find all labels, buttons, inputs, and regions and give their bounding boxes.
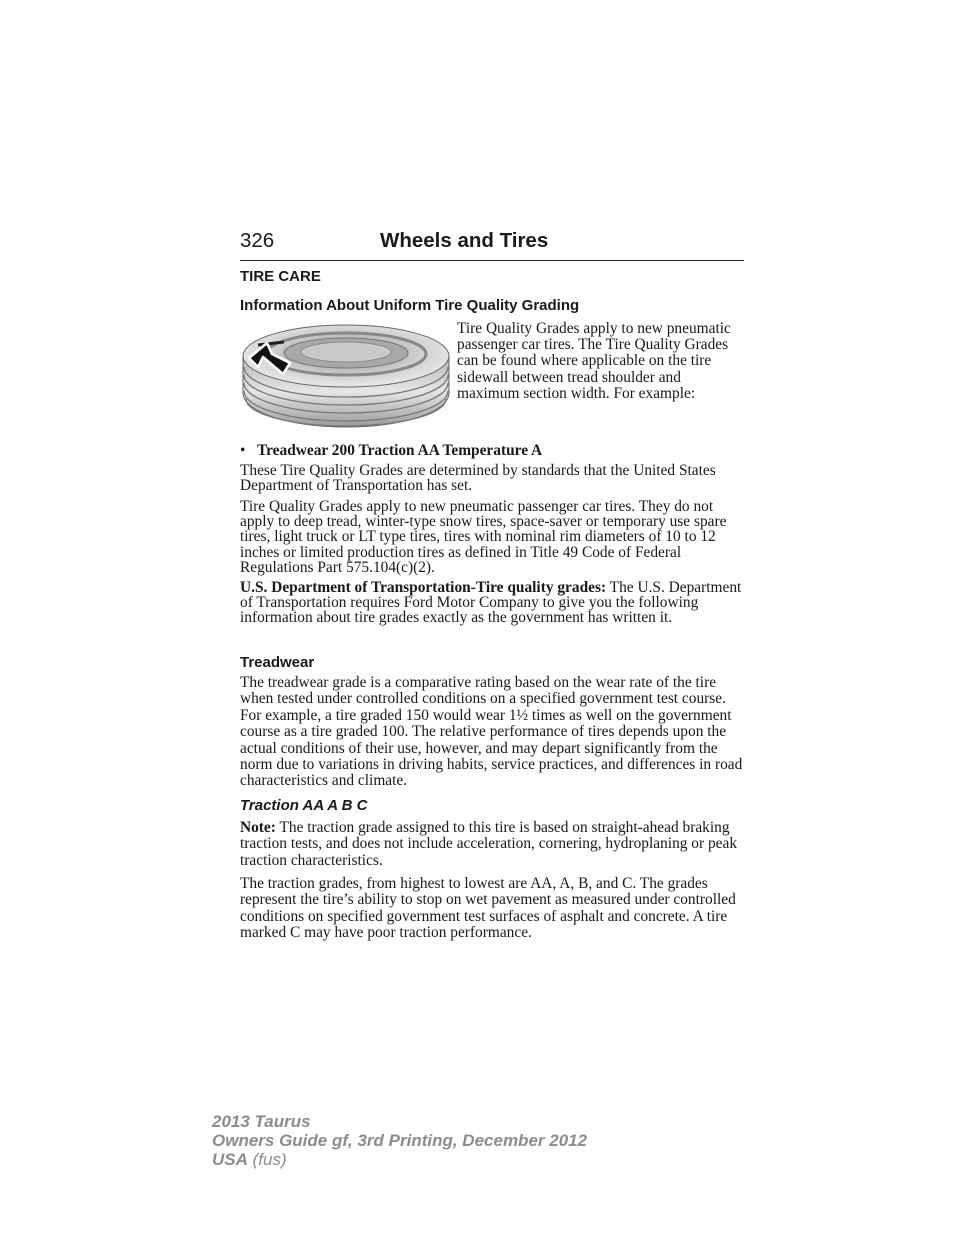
traction-note xyxy=(240,820,745,869)
grade-example-bullet xyxy=(240,442,542,460)
page-footer xyxy=(212,1112,587,1169)
page-number: 326 xyxy=(240,229,275,252)
footer-guide-info: Owners Guide gf, 3rd Printing, December 2012 xyxy=(212,1131,588,1150)
note-text: The traction grade assigned to this tire is based on straight-ahead braking traction tests, and does not include acceleration, cornering, hydroplaning or peak traction characteristics. xyxy=(240,819,738,869)
traction-grades-text: The traction grades, from highest to lowest are AA, A, B, and C. The grades represent the tire’s ability to stop on wet pavement as measured under controlled conditions on specified government test surfaces of asphalt and concrete. A tire marked C may have poor traction performance. xyxy=(240,875,736,942)
paragraph-dot-grades xyxy=(240,580,745,626)
treadwear-text: The treadwear grade is a comparative rating based on the wear rate of the tire when tested under controlled conditions on a specified government test course. For example, a tire graded 150 would wear 1½ times as well on the government course as a tire graded 100. The relative performance of tires depends upon the actual conditions of their use, however, and may depart significantly from the norm due to variations in driving habits, service practices, and differences in road characteristics and climate. xyxy=(240,674,743,790)
footer-region-code: (fus) xyxy=(252,1150,287,1169)
tire-sidewall-arrow-icon xyxy=(240,323,452,429)
note-label: Note: xyxy=(240,819,276,836)
paragraph-standards: These Tire Quality Grades are determined by standards that the United States Department of Transportation has set. xyxy=(240,462,716,495)
page-header xyxy=(240,228,744,261)
section-title: TIRE CARE xyxy=(240,268,321,285)
subsection-title: Information About Uniform Tire Quality Grading xyxy=(240,297,580,314)
paragraph-applicability: Tire Quality Grades apply to new pneumatic passenger car tires. They do not apply to deep tread, winter-type snow tires, space-saver or temporary use spare tires, light truck or LT type tires, tires with nominal rim diameters of 10 to 12 inches or limited production tires as defined in Title 49 Code of Federal Regulations Part 575.104(c)(2). xyxy=(240,498,727,576)
intro-text: Tire Quality Grades apply to new pneumatic passenger car tires. The Tire Quality Grades can be found where applicable on the tire sidewall between tread shoulder and maximum section width. For example: xyxy=(457,320,731,402)
traction-heading: Traction AA A B C xyxy=(240,797,368,814)
footer-region xyxy=(212,1150,587,1169)
footer-model: 2013 Taurus xyxy=(212,1112,311,1131)
footer-region-name: USA xyxy=(212,1150,248,1169)
bullet-marker: • xyxy=(240,442,246,459)
treadwear-heading: Treadwear xyxy=(240,654,315,671)
bullet-text: Treadwear 200 Traction AA Temperature A xyxy=(257,442,543,459)
dot-grades-lead: U.S. Department of Transportation-Tire quality grades: xyxy=(240,579,607,596)
chapter-title: Wheels and Tires xyxy=(380,229,549,252)
dot-grades-body: The U.S. Department of Transportation requires Ford Motor Company to give you the following information about tire grades exactly as the government has written it. xyxy=(240,579,742,627)
